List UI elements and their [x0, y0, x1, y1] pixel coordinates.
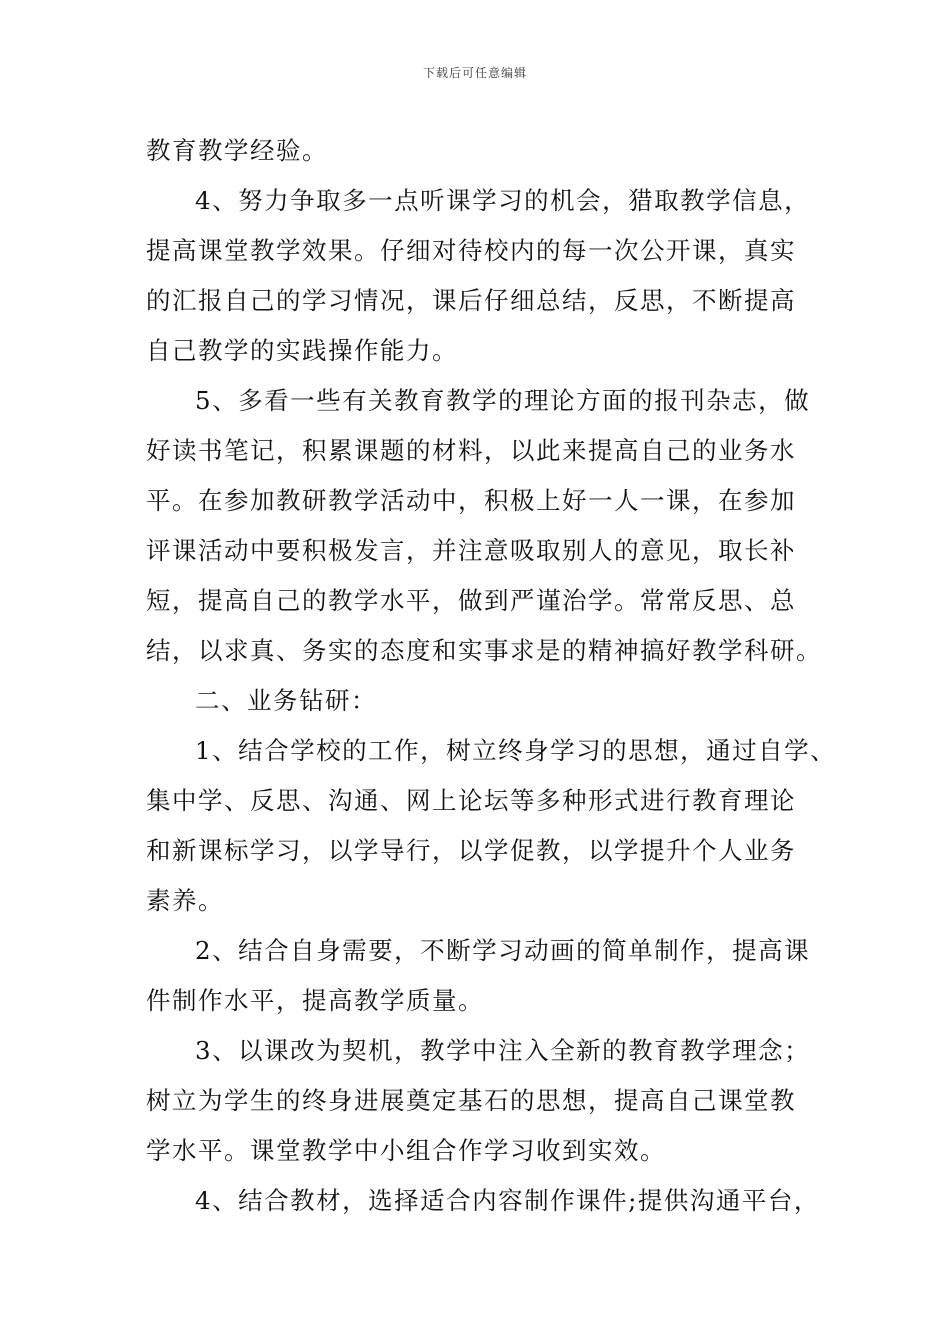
text-line: 平。在参加教研教学活动中，积极上好一人一课，在参加	[146, 486, 796, 515]
section-heading: 二、业务钻研：	[195, 686, 377, 715]
document-body	[146, 126, 836, 1226]
text-line: 评课活动中要积极发言，并注意吸取别人的意见，取长补	[146, 536, 796, 565]
text-line: 2、结合自身需要，不断学习动画的简单制作，提高课	[195, 936, 811, 965]
text-line: 3、以课改为契机，教学中注入全新的教育教学理念；	[195, 1036, 811, 1065]
text-line: 短，提高自己的教学水平，做到严谨治学。常常反思、总	[146, 586, 796, 615]
text-line: 1、结合学校的工作，树立终身学习的思想，通过自学、	[195, 736, 837, 765]
text-line: 结，以求真、务实的态度和实事求是的精神搞好教学科研。	[146, 636, 822, 665]
text-line: 件制作水平，提高教学质量。	[146, 986, 484, 1015]
text-line: 好读书笔记，积累课题的材料，以此来提高自己的业务水	[146, 436, 796, 465]
page-header: 下载后可任意编辑	[422, 66, 527, 80]
text-line: 学水平。课堂教学中小组合作学习收到实效。	[146, 1136, 666, 1165]
text-line: 5、多看一些有关教育教学的理论方面的报刊杂志，做	[195, 386, 811, 415]
text-line: 提高课堂教学效果。仔细对待校内的每一次公开课，真实	[146, 236, 796, 265]
text-line: 和新课标学习，以学导行，以学促教，以学提升个人业务	[146, 836, 796, 865]
text-line: 素养。	[146, 886, 224, 915]
text-line: 4、努力争取多一点听课学习的机会，猎取教学信息，	[195, 186, 811, 215]
text-line: 自己教学的实践操作能力。	[146, 336, 458, 365]
text-line: 树立为学生的终身进展奠定基石的思想，提高自己课堂教	[146, 1086, 796, 1115]
text-line: 4、结合教材，选择适合内容制作课件;提供沟通平台，	[195, 1186, 820, 1215]
text-line: 集中学、反思、沟通、网上论坛等多种形式进行教育理论	[146, 786, 796, 815]
text-line: 教育教学经验。	[146, 136, 328, 165]
text-line: 的汇报自己的学习情况，课后仔细总结，反思，不断提高	[146, 286, 796, 315]
